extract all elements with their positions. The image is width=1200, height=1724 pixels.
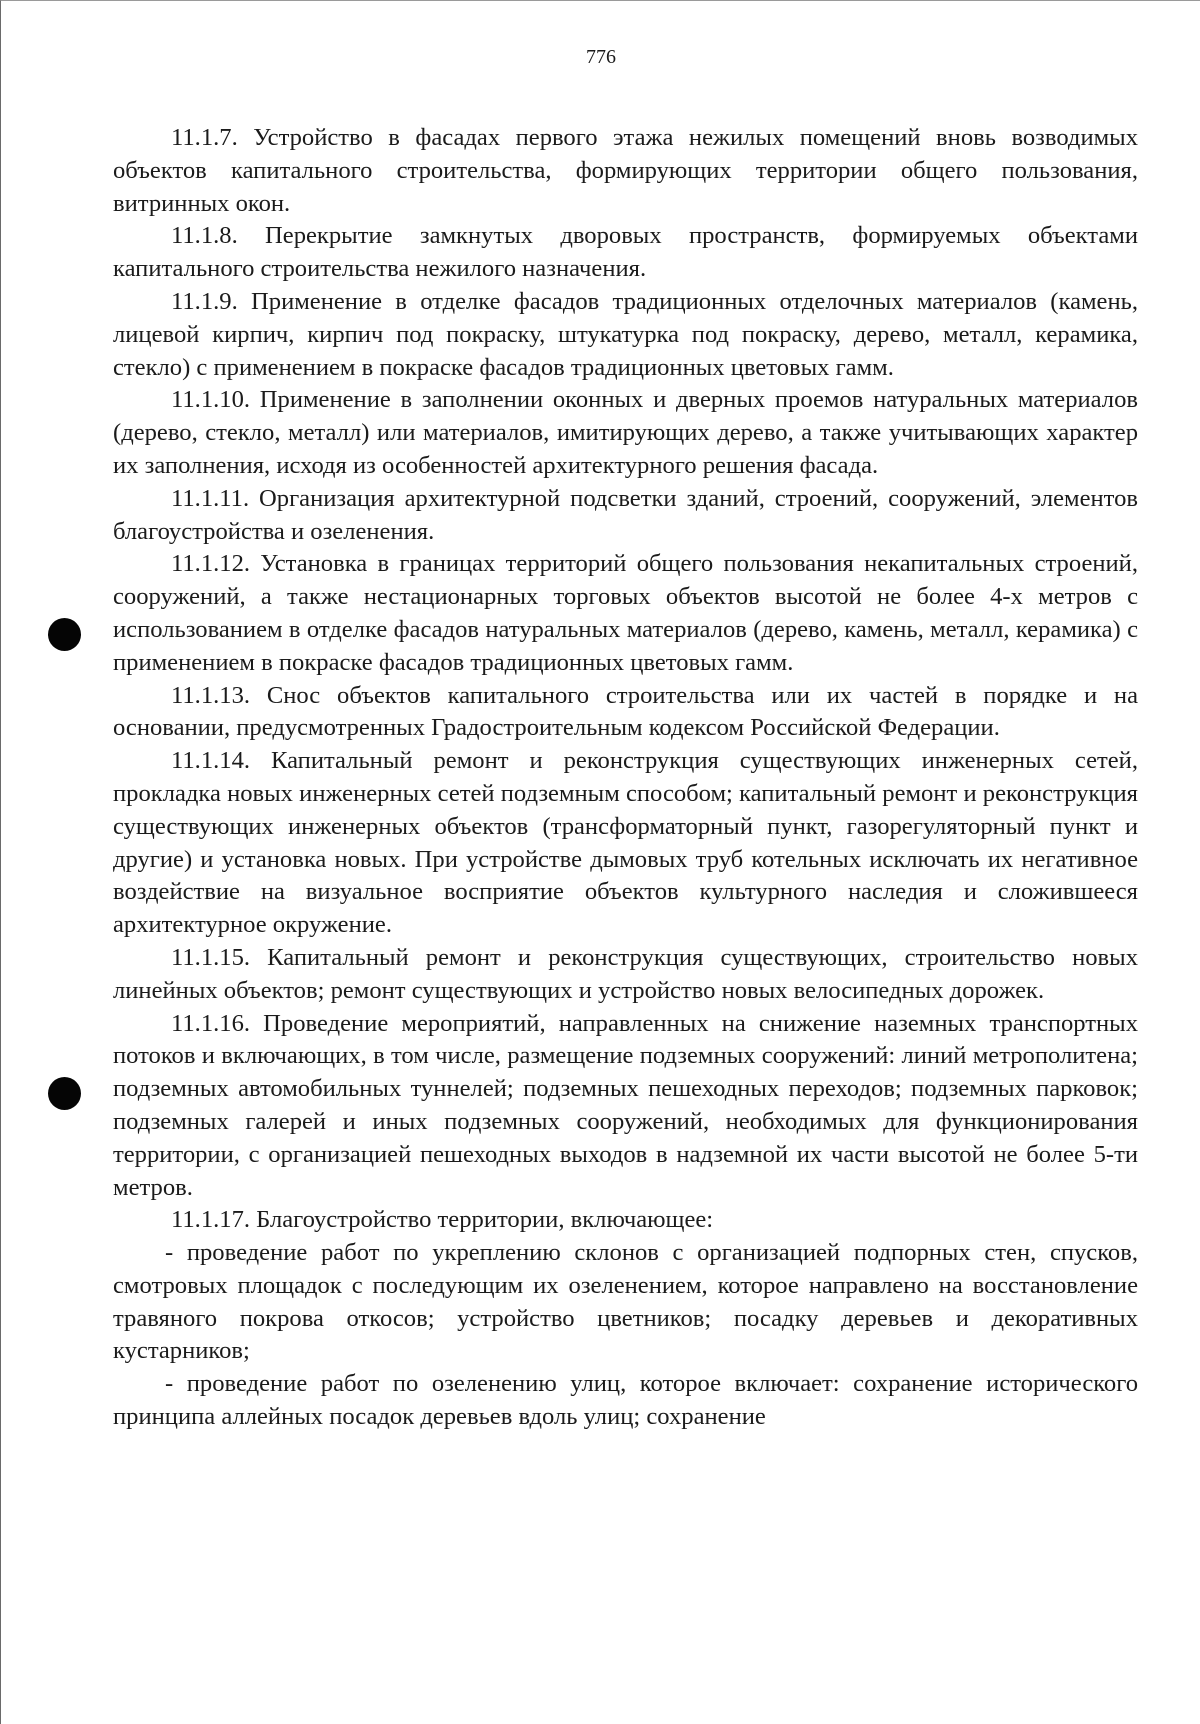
paragraph-11-1-13: 11.1.13. Снос объектов капитального строительства или их частей в порядке и на основании, предусмотренных Градостроительным кодексом Российской Федерации. (113, 681, 1138, 742)
list-item-greening: - проведение работ по озеленению улиц, которое включает: сохранение исторического принципа аллейных посадок деревьев вдоль улиц; сохранение (113, 1370, 1138, 1431)
list-item-slopes: - проведение работ по укреплению склонов с организацией подпорных стен, спусков, смотровых площадок с последующим их озеленением, которое направлено на восстановление травяного покрова откосов; устройство цветников; посадку деревьев и декоративных кустарников; (113, 1239, 1138, 1365)
paragraph-11-1-9: 11.1.9. Применение в отделке фасадов традиционных отделочных материалов (камень, лицевой кирпич, кирпич под покраску, штукатурка под покраску, дерево, металл, керамика, стекло) с применением в покраске фасадов традиционных цветовых гамм. (113, 287, 1138, 381)
page-number: 776 (586, 46, 616, 68)
paragraph-11-1-15: 11.1.15. Капитальный ремонт и реконструкция существующих, строительство новых линейных объектов; ремонт существующих и устройство новых велосипедных дорожек. (113, 943, 1138, 1004)
paragraph-11-1-10: 11.1.10. Применение в заполнении оконных и дверных проемов натуральных материалов (дерево, стекло, металл) или материалов, имитирующих дерево, а также учитывающих характер их заполнения, исходя из особенностей архитектурного решения фасада. (113, 386, 1138, 479)
document-body (113, 122, 1138, 1434)
paragraph-11-1-12: 11.1.12. Установка в границах территорий общего пользования некапитальных строений, сооружений, а также нестационарных торговых объектов высотой не более 4-х метров с использованием в отделке фасадов натуральных материалов (дерево, камень, металл, керамика) с применением в покраске фасадов традиционных цветовых гамм. (113, 550, 1138, 676)
paragraph-11-1-17: 11.1.17. Благоустройство территории, включающее: (171, 1206, 714, 1234)
punch-hole-mark (48, 1077, 81, 1110)
paragraph-11-1-11: 11.1.11. Организация архитектурной подсветки зданий, строений, сооружений, элементов благоустройства и озеленения. (113, 484, 1138, 545)
paragraph-11-1-16: 11.1.16. Проведение мероприятий, направленных на снижение наземных транспортных потоков и включающих, в том числе, размещение подземных сооружений: линий метрополитена; подземных автомобильных туннелей; подземных пешеходных переходов; подземных парковок; подземных галерей и иных подземных сооружений, необходимых для функционирования территории, с организацией пешеходных выходов в надземной их части высотой не более 5-ти метров. (113, 1009, 1138, 1201)
punch-hole-mark (48, 618, 81, 651)
paragraph-11-1-7: 11.1.7. Устройство в фасадах первого этажа нежилых помещений вновь возводимых объектов капитального строительства, формирующих территории общего пользования, витринных окон. (113, 124, 1138, 217)
paragraph-11-1-14: 11.1.14. Капитальный ремонт и реконструкция существующих инженерных сетей, прокладка новых инженерных сетей подземным способом; капитальный ремонт и реконструкция существующих инженерных объектов (трансформаторный пункт, газорегуляторный пункт и другие) и установка новых. При устройстве дымовых труб котельных исключать их негативное воздействие на визуальное восприятие объектов культурного наследия и сложившееся архитектурное окружение. (113, 747, 1138, 939)
paragraph-11-1-8: 11.1.8. Перекрытие замкнутых дворовых пространств, формируемых объектами капитального строительства нежилого назначения. (113, 222, 1138, 283)
